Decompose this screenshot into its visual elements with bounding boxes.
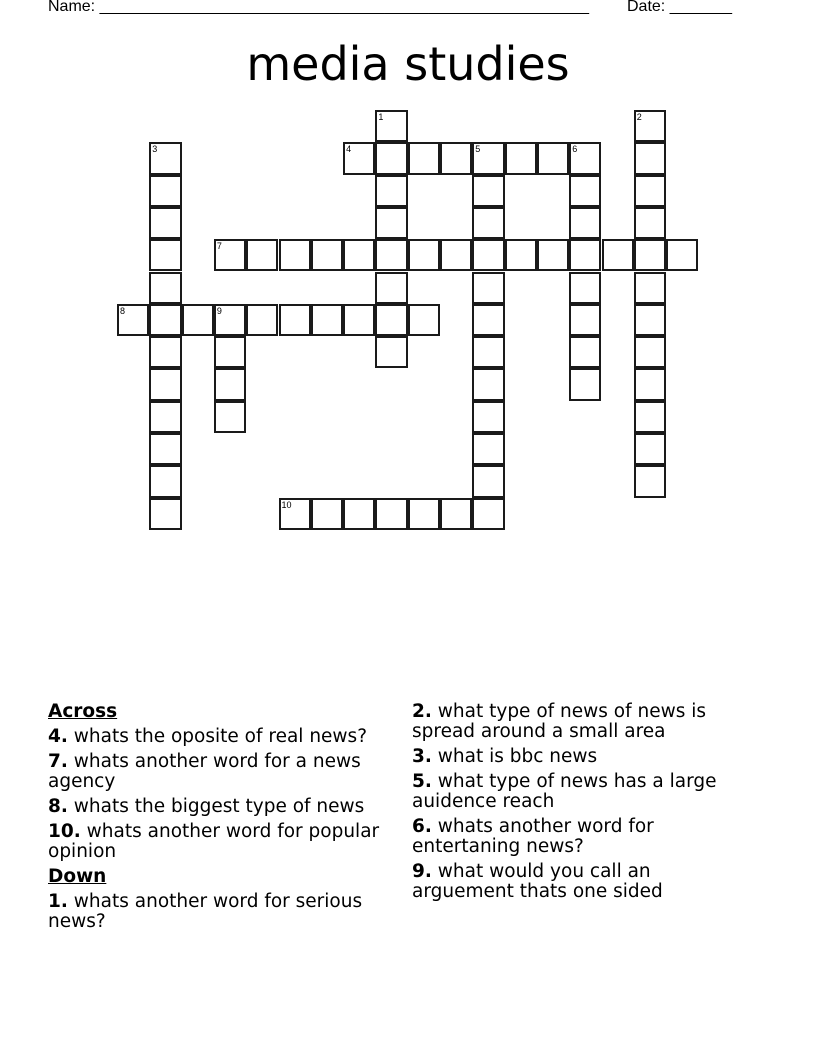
crossword-cell[interactable] [634,304,666,336]
crossword-cell[interactable] [343,498,375,530]
crossword-cell[interactable] [182,304,214,336]
crossword-cell[interactable] [375,336,407,368]
page-title: media studies [246,37,570,91]
crossword-cell[interactable] [149,142,181,174]
crossword-cell[interactable] [634,142,666,174]
crossword-cell[interactable] [375,498,407,530]
crossword-cell[interactable] [634,110,666,142]
clue-number: 1 [378,112,384,122]
clue-number: 8 [120,305,126,316]
crossword-cell[interactable] [505,239,537,271]
crossword-cell[interactable] [440,239,472,271]
crossword-cell[interactable] [375,239,407,271]
clue-down-5: 5. what type of news has a large auidence reach [412,771,717,812]
crossword-cell[interactable] [472,401,504,433]
crossword-cell[interactable] [375,272,407,304]
crossword-cell[interactable] [569,142,601,174]
crossword-cell[interactable] [214,304,246,336]
crossword-cell[interactable] [634,433,666,465]
crossword-cell[interactable] [569,272,601,304]
crossword-cell[interactable] [472,336,504,368]
crossword-cell[interactable] [117,304,149,336]
name-field[interactable]: Name: _______________________________________________________ [48,0,589,15]
across-heading: Across [48,701,118,722]
crossword-cell[interactable] [472,207,504,239]
crossword-cell[interactable] [311,304,343,336]
crossword-cell[interactable] [149,239,181,271]
crossword-cell[interactable] [569,304,601,336]
crossword-cell[interactable] [634,368,666,400]
clues-left-column [48,702,398,937]
crossword-cell[interactable] [149,498,181,530]
date-field[interactable]: Date: _______ [627,0,732,15]
crossword-cell[interactable] [279,498,311,530]
clue-number: 5 [475,144,481,155]
crossword-cell[interactable] [149,207,181,239]
clue-down-3: 3. what is bbc news [412,746,598,767]
crossword-cell[interactable] [149,272,181,304]
crossword-cell[interactable] [634,272,666,304]
clue-across-8: 8. whats the biggest type of news [48,796,365,817]
crossword-cell[interactable] [569,239,601,271]
crossword-cell[interactable] [634,336,666,368]
crossword-cell[interactable] [408,142,440,174]
crossword-cell[interactable] [472,142,504,174]
crossword-cell[interactable] [634,207,666,239]
crossword-cell[interactable] [375,304,407,336]
clue-down-1: 1. whats another word for serious news? [48,891,363,932]
crossword-cell[interactable] [472,498,504,530]
clue-across-4: 4. whats the oposite of real news? [48,726,368,747]
crossword-cell[interactable] [149,465,181,497]
crossword-cell[interactable] [634,175,666,207]
clue-number: 9 [216,305,222,316]
crossword-cell[interactable] [472,433,504,465]
crossword-cell[interactable] [440,498,472,530]
crossword-cell[interactable] [311,498,343,530]
crossword-cell[interactable] [343,239,375,271]
crossword-cell[interactable] [472,239,504,271]
crossword-cell[interactable] [408,239,440,271]
crossword-cell[interactable] [408,498,440,530]
crossword-cell[interactable] [505,142,537,174]
crossword-cell[interactable] [634,239,666,271]
crossword-cell[interactable] [569,336,601,368]
clue-down-6: 6. whats another word for entertaning news? [412,816,654,857]
crossword-cell[interactable] [375,142,407,174]
crossword-cell[interactable] [149,336,181,368]
crossword-cell[interactable] [537,239,569,271]
crossword-cell[interactable] [537,142,569,174]
crossword-cell[interactable] [149,304,181,336]
crossword-cell[interactable] [472,272,504,304]
crossword-cell[interactable] [472,368,504,400]
crossword-cell[interactable] [569,368,601,400]
crossword-cell[interactable] [343,304,375,336]
crossword-cell[interactable] [440,142,472,174]
clue-number: 3 [152,144,158,155]
crossword-cell[interactable] [214,401,246,433]
crossword-cell[interactable] [279,239,311,271]
clue-down-9: 9. what would you call an arguement thats one sided [412,861,663,902]
crossword-cell[interactable] [214,368,246,400]
crossword-cell[interactable] [472,304,504,336]
crossword-cell[interactable] [246,304,278,336]
crossword-cell[interactable] [214,239,246,271]
crossword-cell[interactable] [634,401,666,433]
clue-number: 6 [572,144,578,155]
crossword-cell[interactable] [149,401,181,433]
crossword-cell[interactable] [569,207,601,239]
clue-down-2: 2. what type of news of news is spread around a small area [412,701,707,742]
crossword-cell[interactable] [311,239,343,271]
clue-number: 2 [636,112,642,122]
crossword-cell[interactable] [375,207,407,239]
clue-number: 10 [281,499,292,510]
crossword-cell[interactable] [408,304,440,336]
crossword-cell[interactable] [214,336,246,368]
crossword-cell[interactable] [279,304,311,336]
down-heading: Down [48,866,107,887]
crossword-cell[interactable] [375,110,407,142]
crossword-cell[interactable] [375,175,407,207]
crossword-cell[interactable] [246,239,278,271]
crossword-cell[interactable] [149,175,181,207]
crossword-cell[interactable] [149,433,181,465]
crossword-cell[interactable] [472,175,504,207]
crossword-cell[interactable] [602,239,634,271]
clue-across-7: 7. whats another word for a news agency [48,751,361,792]
clues-right-column [412,702,742,907]
crossword-cell[interactable] [149,368,181,400]
crossword-cell[interactable] [343,142,375,174]
clue-number: 4 [346,144,352,155]
crossword-cell[interactable] [666,239,698,271]
crossword-cell[interactable] [634,465,666,497]
crossword-cell[interactable] [472,465,504,497]
clue-number: 7 [216,241,222,252]
clue-across-10: 10. whats another word for popular opinion [48,821,380,862]
crossword-cell[interactable] [569,175,601,207]
